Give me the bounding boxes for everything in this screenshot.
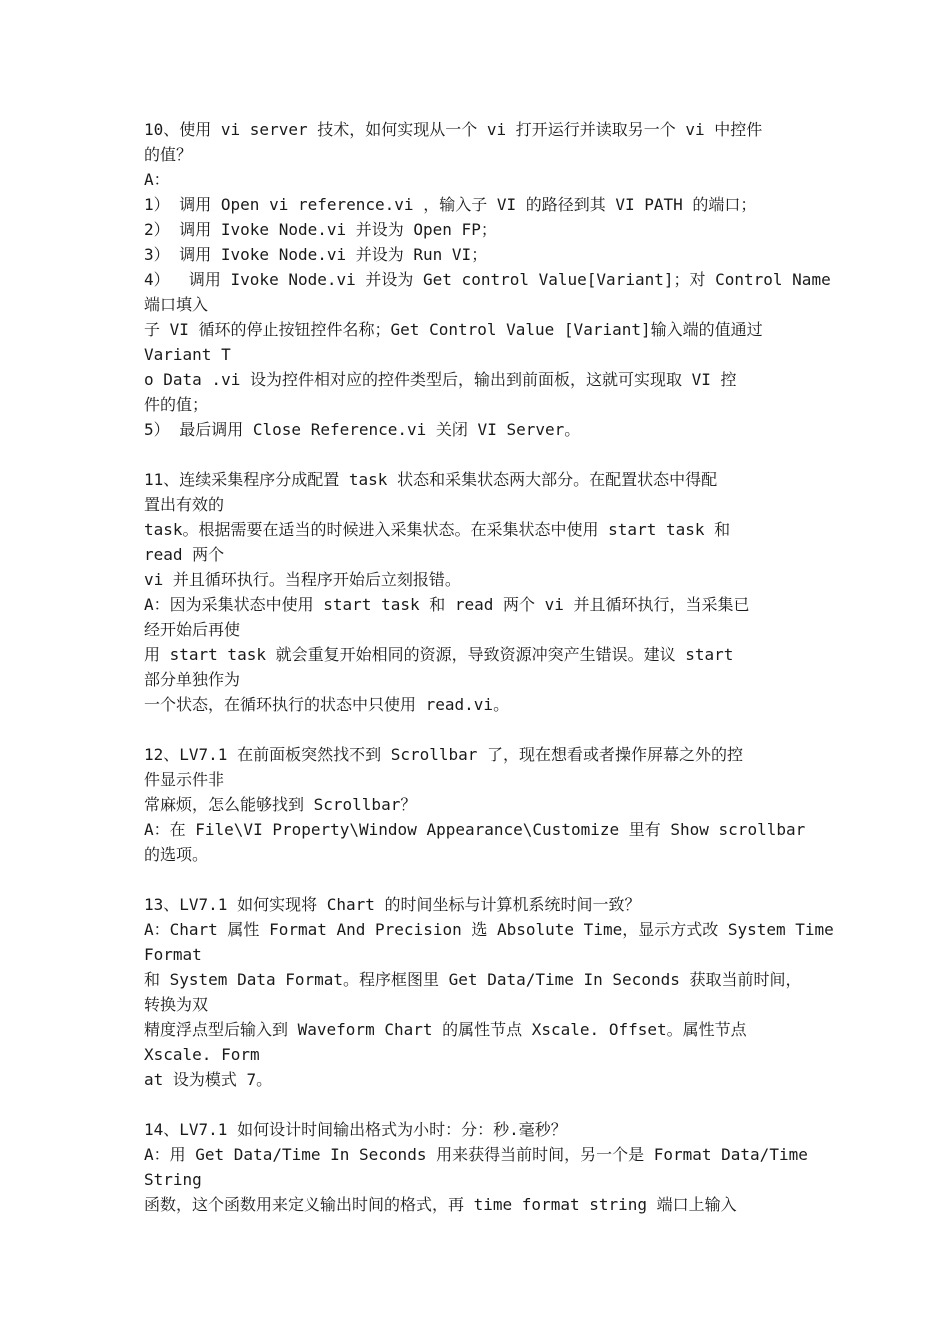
text-line: 经开始后再使 (144, 620, 241, 639)
text-line: 用 start task 就会重复开始相同的资源，导致资源冲突产生错误。建议 start (144, 645, 734, 664)
text-line: 的选项。 (144, 845, 209, 864)
text-line: 2） 调用 Ivoke Node.vi 并设为 Open FP； (144, 220, 497, 239)
paragraph-gap (144, 442, 810, 467)
text-line: 13、LV7.1 如何实现将 Chart 的时间坐标与计算机系统时间一致？ (144, 895, 641, 914)
text-line: String (144, 1170, 202, 1189)
text-line: 端口填入 (144, 295, 209, 314)
text-line: Xscale. Form (144, 1045, 260, 1064)
text-line: 部分单独作为 (144, 670, 241, 689)
text-line: 3） 调用 Ivoke Node.vi 并设为 Run VI； (144, 245, 488, 264)
text-line: 5） 最后调用 Close Reference.vi 关闭 VI Server。 (144, 420, 581, 439)
text-line: 函数，这个函数用来定义输出时间的格式，再 time format string 端口上输入 (144, 1195, 737, 1214)
paragraph-gap (144, 717, 810, 742)
text-line: 一个状态，在循环执行的状态中只使用 read.vi。 (144, 695, 510, 714)
qa-section-q13 (144, 892, 834, 1092)
text-line: A：因为采集状态中使用 start task 和 read 两个 vi 并且循环执行，当采集已 (144, 595, 750, 614)
paragraph-gap (144, 1092, 810, 1117)
text-line: 和 System Data Format。程序框图里 Get Data/Time In Seconds 获取当前时间， (144, 970, 802, 989)
text-line: at 设为模式 7。 (144, 1070, 273, 1089)
text-line: A：Chart 属性 Format And Precision 选 Absolute Time，显示方式改 System Time (144, 920, 834, 939)
text-line: 14、LV7.1 如何设计时间输出格式为小时：分：秒.毫秒？ (144, 1120, 567, 1139)
qa-section-q10 (144, 117, 831, 442)
qa-section-q12 (144, 742, 810, 867)
text-line: 常麻烦，怎么能够找到 Scrollbar？ (144, 795, 417, 814)
text-line: Format (144, 945, 202, 964)
qa-section-q14 (144, 1117, 810, 1217)
text-line: 11、连续采集程序分成配置 task 状态和采集状态两大部分。在配置状态中得配 (144, 470, 718, 489)
text-line: 的值？ (144, 145, 193, 164)
text-line: o Data .vi 设为控件相对应的控件类型后，输出到前面板，这就可实现取 VI 控 (144, 370, 737, 389)
text-line: 10、使用 vi server 技术，如何实现从一个 vi 打开运行并读取另一个 vi 中控件 (144, 120, 763, 139)
text-line: task。根据需要在适当的时候进入采集状态。在采集状态中使用 start task 和 (144, 520, 731, 539)
text-line: 精度浮点型后输入到 Waveform Chart 的属性节点 Xscale. Offset。属性节点 (144, 1020, 747, 1039)
qa-section-q11 (144, 467, 810, 717)
text-line: vi 并且循环执行。当程序开始后立刻报错。 (144, 570, 461, 589)
text-line: 件显示件非 (144, 770, 225, 789)
text-line: A：在 File\VI Property\Window Appearance\Customize 里有 Show scrollbar (144, 820, 806, 839)
text-line: 4） 调用 Ivoke Node.vi 并设为 Get control Value[Variant]；对 Control Name (144, 270, 831, 289)
text-line: Variant T (144, 345, 231, 364)
document-body (144, 117, 834, 1217)
text-line: A： (144, 170, 170, 189)
text-line: A：用 Get Data/Time In Seconds 用来获得当前时间，另一个是 Format Data/Time (144, 1145, 808, 1164)
paragraph-gap (144, 867, 810, 892)
text-line: 置出有效的 (144, 495, 225, 514)
text-line: 子 VI 循环的停止按钮控件名称；Get Control Value [Variant]输入端的值通过 (144, 320, 763, 339)
text-line: 件的值； (144, 395, 209, 414)
text-line: 1） 调用 Open vi reference.vi ，输入子 VI 的路径到其 VI PATH 的端口； (144, 195, 757, 214)
text-line: 转换为双 (144, 995, 209, 1014)
text-line: 12、LV7.1 在前面板突然找不到 Scrollbar 了，现在想看或者操作屏幕之外的控 (144, 745, 744, 764)
text-line: read 两个 (144, 545, 225, 564)
